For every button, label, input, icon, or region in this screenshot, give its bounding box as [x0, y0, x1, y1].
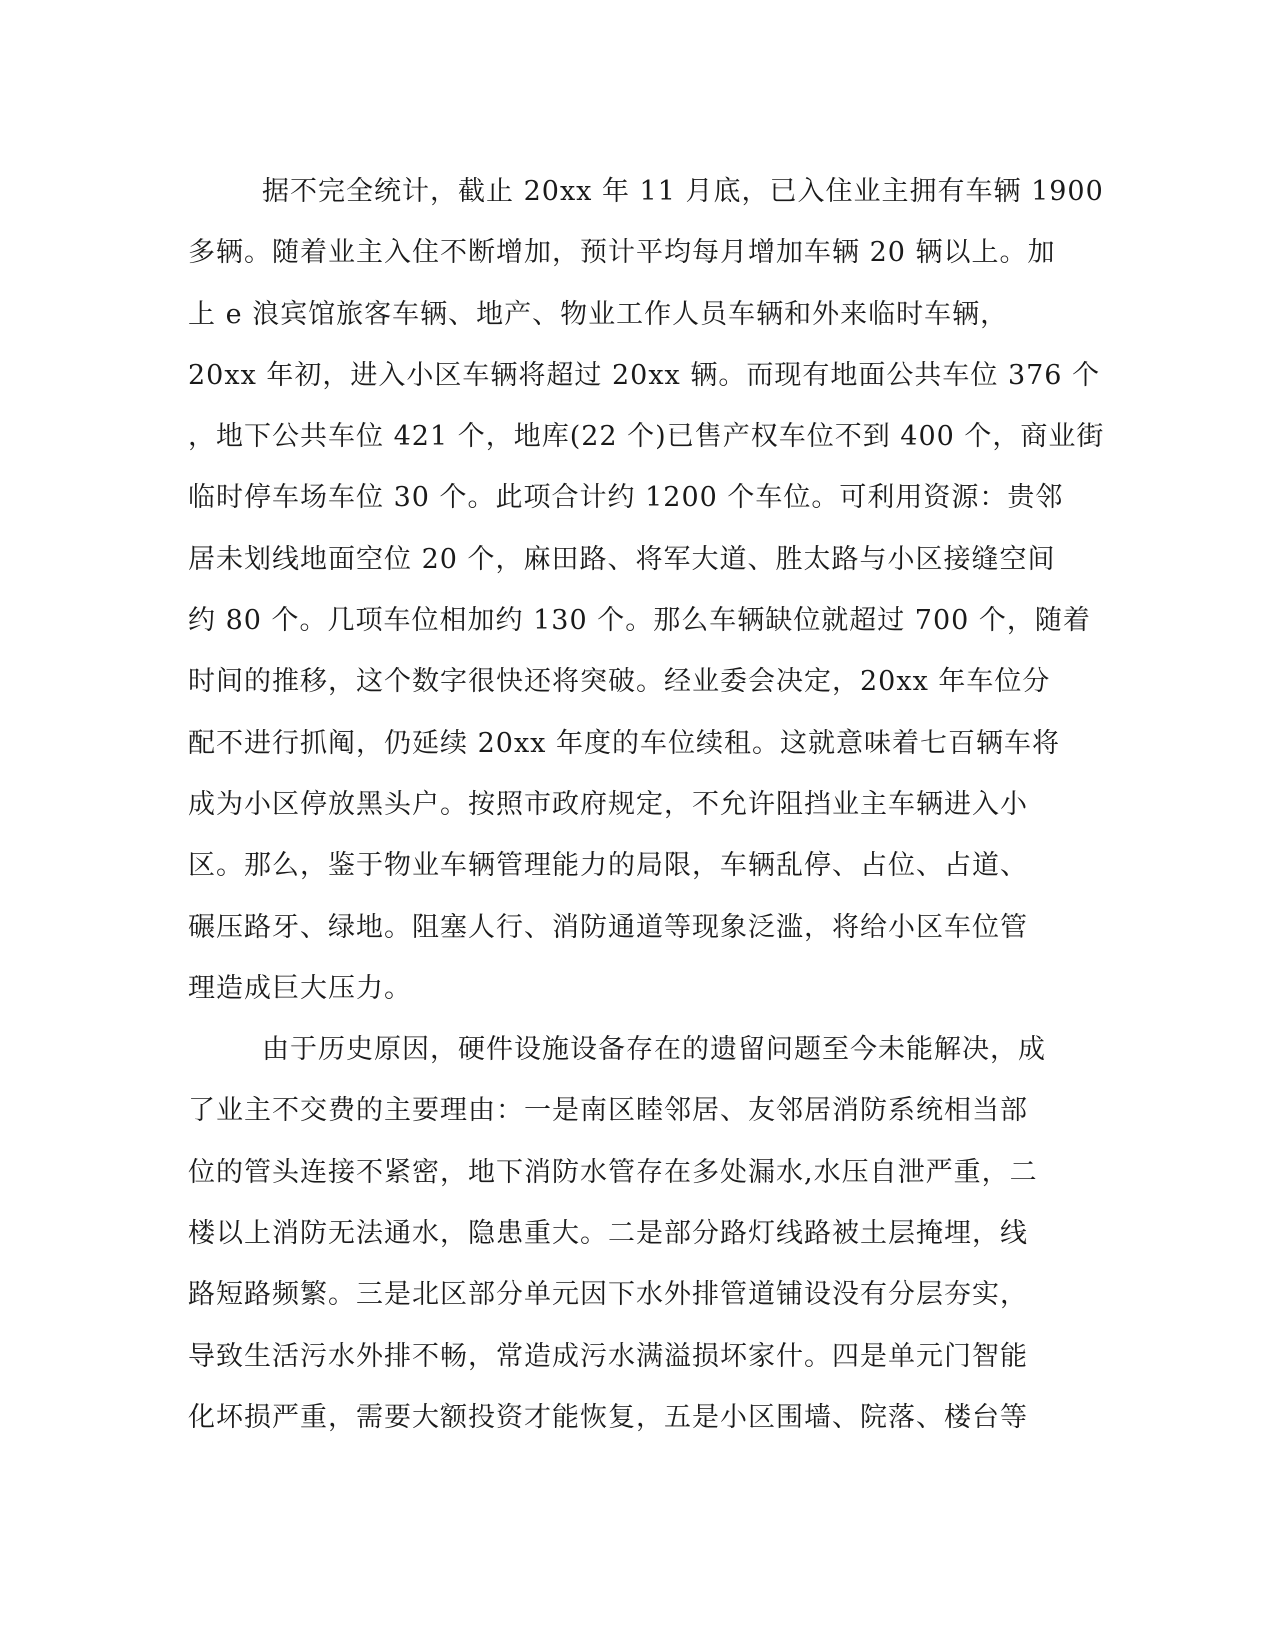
- paragraph-line: 位的管头连接不紧密，地下消防水管存在多处漏水,水压自泄严重，二: [188, 1156, 1038, 1188]
- paragraph-line: 区。那么，鉴于物业车辆管理能力的局限，车辆乱停、占位、占道、: [188, 850, 1028, 882]
- paragraph-line: 配不进行抓阄，仍延续 20xx 年度的车位续租。这就意味着七百辆车将: [188, 727, 1060, 759]
- paragraph-line: 路短路频繁。三是北区部分单元因下水外排管道铺设没有分层夯实，: [188, 1279, 1028, 1311]
- paragraph-line: 导致生活污水外排不畅，常造成污水满溢损坏家什。四是单元门智能: [188, 1340, 1028, 1372]
- paragraph-line: 楼以上消防无法通水，隐患重大。二是部分路灯线路被土层掩埋，线: [188, 1218, 1028, 1250]
- paragraph-line: 理造成巨大压力。: [188, 972, 412, 1004]
- paragraph-line: 化坏损严重，需要大额投资才能恢复，五是小区围墙、院落、楼台等: [188, 1401, 1028, 1433]
- paragraph-line: 上 e 浪宾馆旅客车辆、地产、物业工作人员车辆和外来临时车辆，: [188, 298, 1009, 330]
- paragraph-line: 约 80 个。几项车位相加约 130 个。那么车辆缺位就超过 700 个，随着: [188, 605, 1091, 637]
- paragraph-line: 20xx 年初，进入小区车辆将超过 20xx 辆。而现有地面公共车位 376 个: [188, 359, 1101, 391]
- paragraph-line: 居未划线地面空位 20 个，麻田路、将军大道、胜太路与小区接缝空间: [188, 543, 1056, 575]
- paragraph-1: [188, 161, 1105, 1019]
- paragraph-line: 成为小区停放黑头户。按照市政府规定，不允许阻挡业主车辆进入小: [188, 788, 1028, 820]
- paragraph-line: 由于历史原因，硬件设施设备存在的遗留问题至今未能解决，成: [262, 1034, 1046, 1066]
- paragraph-line: 据不完全统计，截止 20xx 年 11 月底，已入住业主拥有车辆 1900: [262, 176, 1104, 207]
- paragraph-line: 碾压路牙、绿地。阻塞人行、消防通道等现象泛滥，将给小区车位管: [188, 911, 1028, 943]
- paragraph-line: 临时停车场车位 30 个。此项合计约 1200 个车位。可利用资源：贵邻: [188, 482, 1064, 514]
- paragraph-line: ，地下公共车位 421 个，地库(22 个)已售产权车位不到 400 个，商业街: [188, 421, 1105, 453]
- paragraph-2: [188, 1019, 1088, 1448]
- body-text: [188, 161, 1105, 1448]
- paragraph-line: 时间的推移，这个数字很快还将突破。经业委会决定，20xx 年车位分: [188, 666, 1051, 698]
- paragraph-line: 多辆。随着业主入住不断增加，预计平均每月增加车辆 20 辆以上。加: [188, 237, 1056, 269]
- paragraph-line: 了业主不交费的主要理由：一是南区睦邻居、友邻居消防系统相当部: [188, 1095, 1028, 1127]
